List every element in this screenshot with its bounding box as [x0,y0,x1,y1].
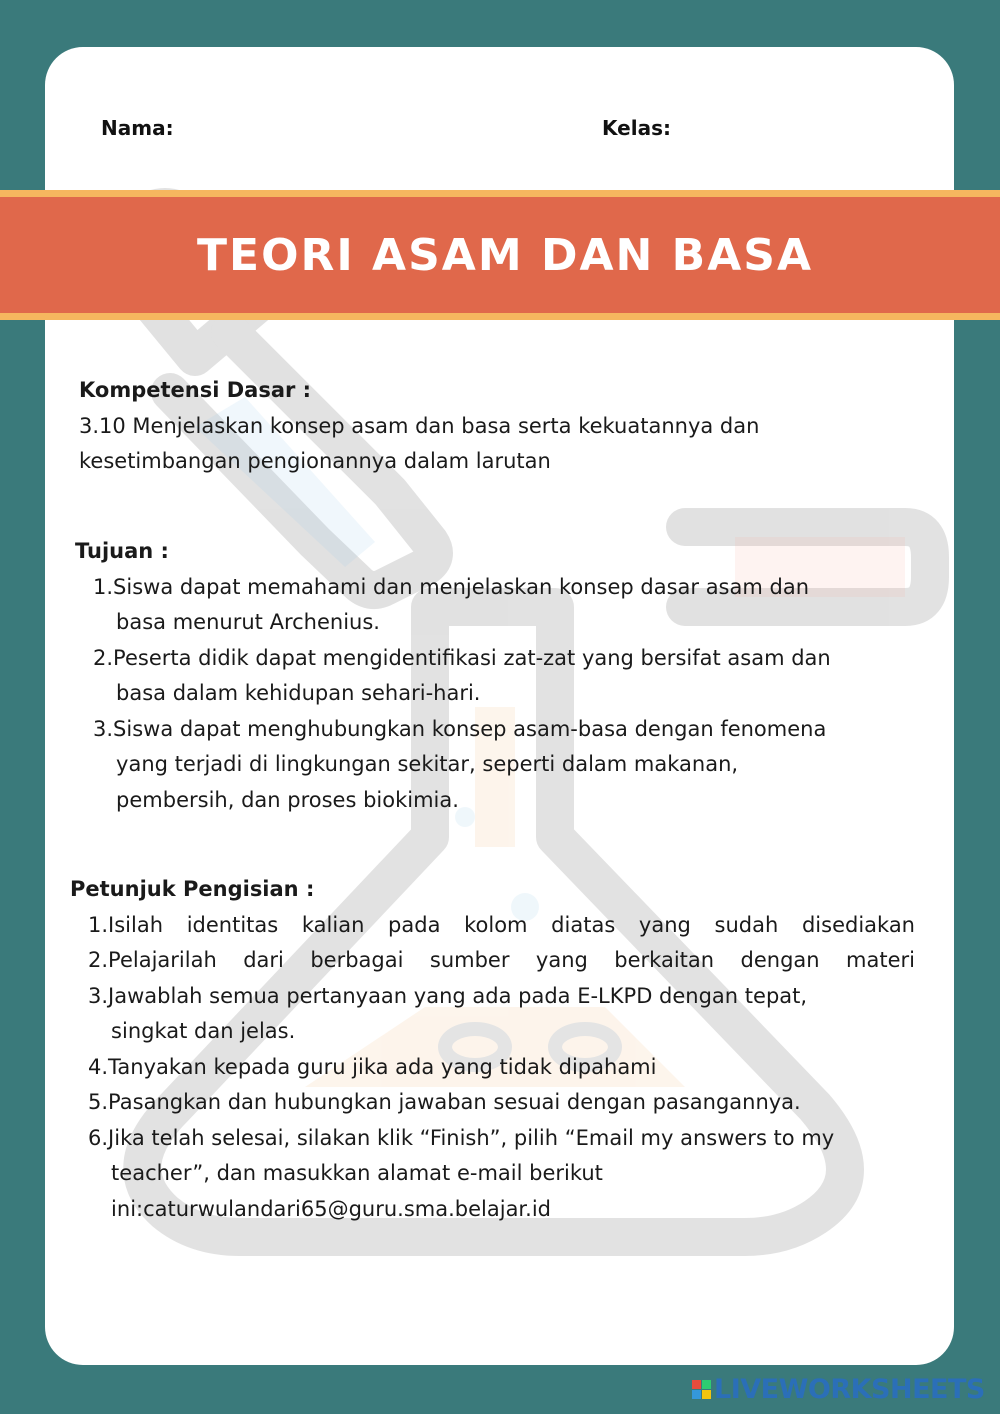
liveworksheets-logo[interactable] [692,1373,985,1405]
list-number: 5. [88,1090,109,1114]
list-line: Siswa dapat memahami dan menjelaskan konsep dasar asam dan [113,574,810,599]
list-line: teacher”, dan masukkan alamat e-mail berikut [111,1161,603,1185]
petunjuk-item [88,1121,915,1228]
petunjuk-section [70,872,915,1227]
kompetensi-section [79,373,879,480]
petunjuk-item [88,908,915,944]
list-line: Pasangkan dan hubungkan jawaban sesuai dengan pasangannya. [108,1090,801,1114]
petunjuk-item [88,1050,915,1086]
list-line: ini:caturwulandari65@guru.sma.belajar.id [111,1196,551,1221]
tujuan-section [75,534,915,818]
list-number: 3. [88,983,109,1008]
kompetensi-heading: Kompetensi Dasar : [79,378,312,402]
logo-square [692,1390,701,1399]
petunjuk-item [88,943,915,979]
kompetensi-line-1: 3.10 Menjelaskan konsep asam dan basa serta kekuatannya dan [79,413,760,438]
title-banner [0,197,1000,313]
list-number: 2. [93,645,114,670]
list-number: 4. [88,1054,109,1079]
petunjuk-item [88,979,915,1050]
logo-square [702,1390,711,1399]
liveworksheets-logo-icon [692,1380,711,1399]
list-line: Isilah identitas kalian pada kolom diatas yang sudah disediakan [108,912,915,937]
list-line: basa dalam kehidupan sehari-hari. [116,681,481,705]
list-number: 3. [93,716,114,741]
tujuan-heading: Tujuan : [75,539,169,563]
list-line: Jawablah semua pertanyaan yang ada pada E-LKPD dengan tepat, [108,983,808,1008]
list-number: 1. [93,574,114,599]
tujuan-item [93,641,915,712]
list-number: 1. [88,912,109,937]
petunjuk-item [88,1085,915,1121]
list-line: basa menurut Archenius. [116,610,380,634]
list-line: singkat dan jelas. [111,1019,296,1043]
tujuan-item [93,712,915,819]
logo-square [692,1380,701,1389]
name-label: Nama: [101,116,174,140]
list-number: 2. [88,948,109,972]
list-line: Pelajarilah dari berbagai sumber yang berkaitan dengan materi [108,948,915,972]
list-line: yang terjadi di lingkungan sekitar, seperti dalam makanan, [116,752,739,776]
list-line: Jika telah selesai, silakan klik “Finish”, pilih “Email my answers to my [108,1125,835,1150]
list-line: Tanyakan kepada guru jika ada yang tidak dipahami [108,1054,657,1079]
logo-square [702,1380,711,1389]
tujuan-item [93,570,915,641]
list-number: 6. [88,1125,109,1150]
list-line: Siswa dapat menghubungkan konsep asam-basa dengan fenomena [113,716,827,741]
liveworksheets-logo-text: LIVEWORKSHEETS [714,1373,985,1405]
list-line: Peserta didik dapat mengidentifikasi zat-zat yang bersifat asam dan [113,645,831,670]
petunjuk-heading: Petunjuk Pengisian : [70,877,315,901]
class-label: Kelas: [602,116,671,140]
kompetensi-line-2: kesetimbangan pengionannya dalam larutan [79,449,551,473]
page-title: TEORI ASAM DAN BASA [197,229,813,281]
list-line: pembersih, dan proses biokimia. [116,787,459,812]
